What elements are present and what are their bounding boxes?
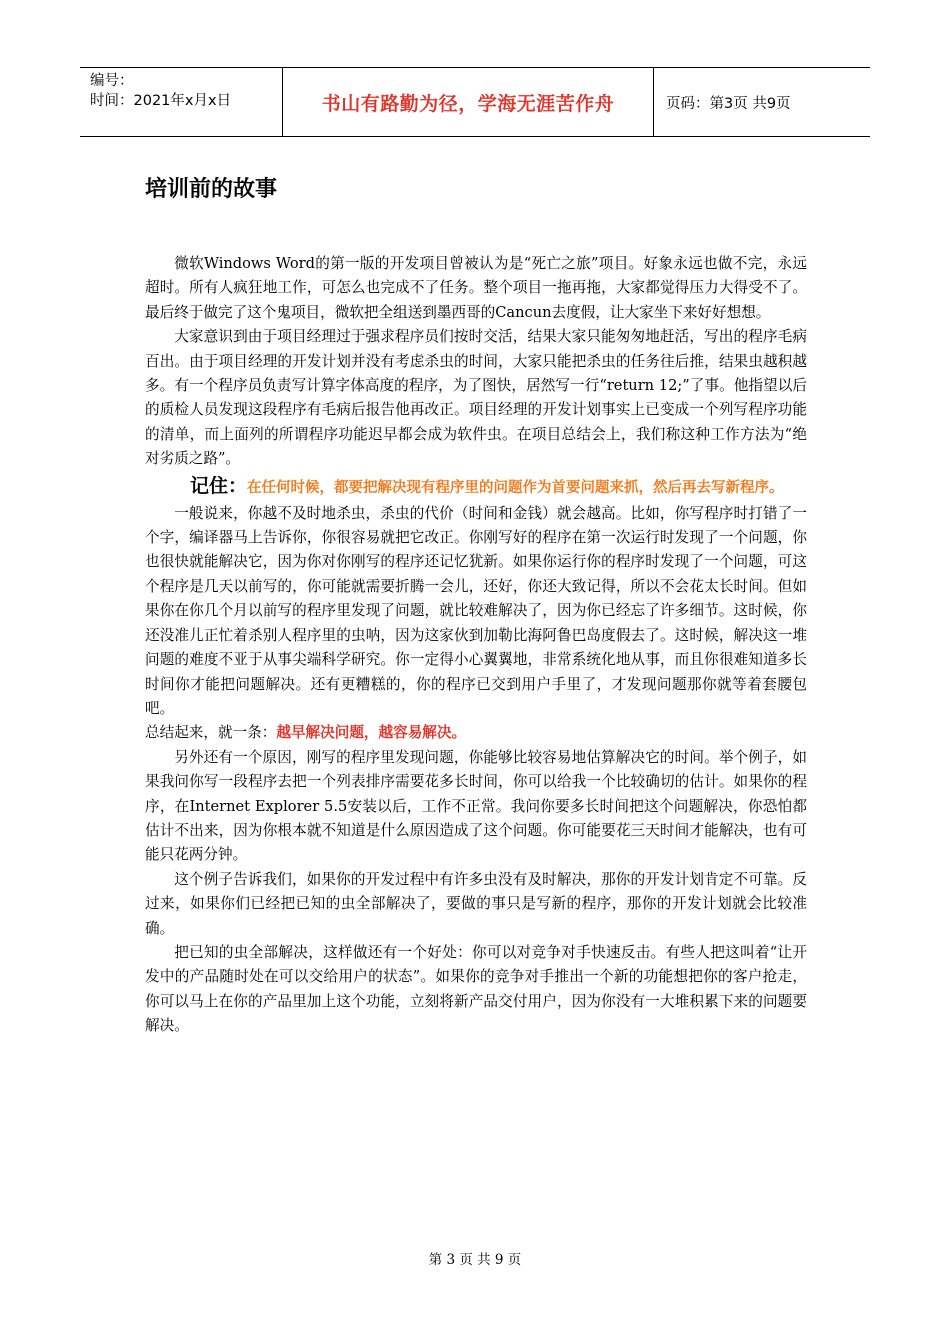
paragraph-5: 这个例子告诉我们，如果你的开发过程中有许多虫没有及时解决，那你的开发计划肯定不可靠。反过来，如果你们已经把已知的虫全部解决了，要做的事只是写新的程序，那你的开发计划就会比较准确。 [145, 870, 807, 937]
header-table [80, 67, 870, 137]
paragraph-4: 另外还有一个原因，刚写的程序里发现问题，你能够比较容易地估算解决它的时间。举个例子，如果我问你写一段程序去把一个列表排序需要花多长时间，你可以给我一个比较确切的估计。如果你的程序，在Internet Explorer 5.5安装以后，工作不正常。我问你要多长时间把这个问题解决，你恐怕都估计不出来，因为你根本就不知道是什么原因造成了这个问题。你可能要花三天时间才能解决，也有可能只花两分钟。 [145, 748, 807, 864]
paragraph-1: 微软Windows Word的第一版的开发项目曾被认为是“死亡之旅”项目。好象永远也做不完，永远超时。所有人疯狂地工作，可怎么也完成不了任务。整个项目一拖再拖，大家都觉得压力大得受不了。最后终于做完了这个鬼项目，微软把全组送到墨西哥的Cancun去度假，让大家坐下来好好想想。 [145, 255, 807, 321]
summary-highlight: 越早解决问题，越容易解决。 [276, 724, 467, 742]
number-label: 编号： [90, 73, 134, 89]
page-title: 培训前的故事 [145, 177, 278, 202]
paragraph-6: 把已知的虫全部解决，这样做还有一个好处：你可以对竞争对手快速反击。有些人把这叫着“让开发中的产品随时处在可以交给用户的状态”。如果你的竞争对手推出一个新的功能想把你的客户抢走，你可以马上在你的产品里加上这个功能，立刻将新产品交付用户，因为你没有一大堆积累下来的问题要解决。 [145, 943, 807, 1035]
remember-label: 记住： [190, 474, 248, 497]
date-label: 时间：2021年x月x日 [90, 93, 232, 109]
summary-prefix: 总结起来，就一条： [145, 724, 277, 742]
paragraph-3: 一般说来，你越不及时地杀虫，杀虫的代价（时间和金钱）就会越高。比如，你写程序时打错了一个字，编译器马上告诉你，你很容易就把它改正。你刚写好的程序在第一次运行时发现了一个问题，你也很快就能解决它，因为你对你刚写的程序还记忆犹新。如果你运行你的程序时发现了一个问题，可这个程序是几天以前写的，你可能就需要折腾一会儿，还好，你还大致记得，所以不会花太长时间。但如果你在你几个月以前写的程序里发现了问题，就比较难解决了，因为你已经忘了许多细节。这时候，你还没准儿正忙着杀别人程序里的虫呐，因为这家伙到加勒比海阿鲁巴岛度假去了。这时候，解决这一堆问题的难度不亚于从事尖端科学研究。你一定得小心翼翼地，非常系统化地从事，而且你很难知道多长时间你才能把问题解决。还有更糟糕的，你的程序已交到用户手里了，才发现问题那你就等着套腰包吧。 [145, 504, 807, 717]
paragraph-2: 大家意识到由于项目经理过于强求程序员们按时交活，结果大家只能匆匆地赶活，写出的程序毛病百出。由于项目经理的开发计划并没有考虑杀虫的时间，大家只能把杀虫的任务往后推，结果虫越积越多。有一个程序员负责写计算字体高度的程序，为了图快，居然写一行“return 12;”了事。他指望以后的质检人员发现这段程序有毛病后报告他再改正。项目经理的开发计划事实上已变成一个列写程序功能的清单，而上面列的所谓程序功能迟早都会成为软件虫。在项目总结会上，我们称这种工作方法为“绝对劣质之路”。 [145, 328, 807, 468]
page-code: 页码：第3页 共9页 [666, 95, 791, 112]
body-content [145, 252, 807, 1039]
header-info-cell [80, 68, 282, 136]
motto: 书山有路勤为径，学海无涯苦作舟 [282, 68, 654, 136]
remember-text: 在任何时候，都要把解决现有程序里的问题作为首要问题来抓，然后再去写新程序。 [247, 479, 784, 496]
page-footer: 第 3 页 共 9 页 [428, 1252, 522, 1268]
remember-note [145, 472, 807, 502]
summary-line [145, 721, 807, 745]
